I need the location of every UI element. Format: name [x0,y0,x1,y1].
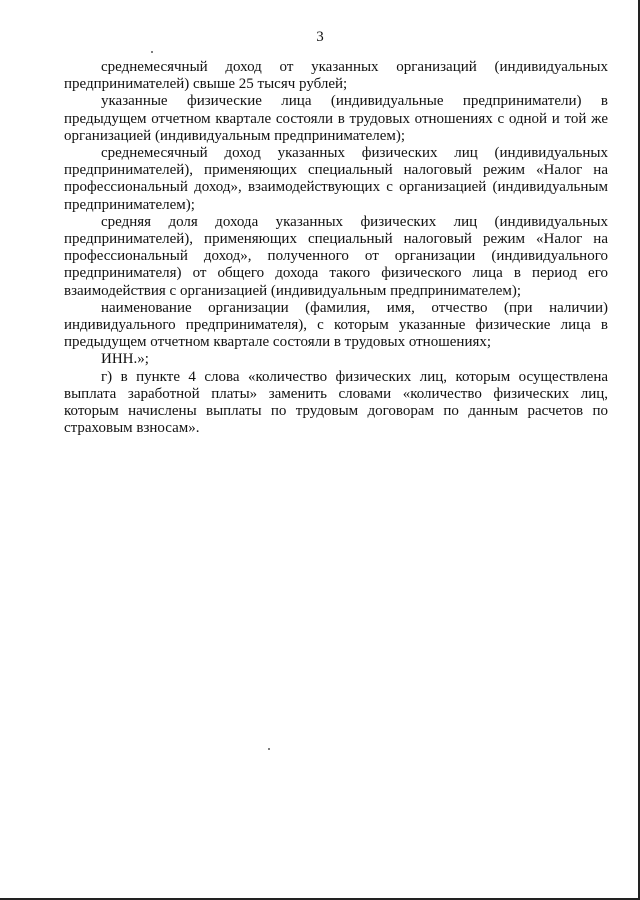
paragraph-inn: ИНН.»; [101,351,149,368]
scan-speck [151,51,153,53]
paragraph-self-employed-income: среднемесячный доход указанных физических лиц (индивидуальных предпринимателей), применяющих специальный налоговый режим «Налог на профессиональный доход», взаимодействующих с организацией (индивидуальным предпринимателем); [64,145,608,213]
paragraph-income-share: средняя доля дохода указанных физических лиц (индивидуальных предпринимателей), применяющих специальный налоговый режим «Налог на профессиональный доход», полученного от организации (индивидуального предпринимателя) от общего дохода такого физического лица в период его взаимодействия с организацией (индивидуальным предпринимателем); [64,213,608,299]
paragraph-labor-relations: указанные физические лица (индивидуальные предприниматели) в предыдущем отчетном квартале состояли в трудовых отношениях с одной и той же организацией (индивидуальным предпринимателем); [64,93,608,144]
scan-speck [268,748,270,750]
paragraph-average-monthly-income: среднемесячный доход от указанных организаций (индивидуальных предпринимателей) свыше 25 тысяч рублей; [64,59,608,93]
paragraph-item-g: г) в пункте 4 слова «количество физических лиц, которым осуществлена выплата заработной платы» заменить словами «количество физических лиц, которым начислены выплаты по трудовым договорам по данным расчетов по страховым взносам». [64,368,608,437]
page-number: 3 [316,29,324,45]
document-body [64,59,608,437]
paragraph-organization-name: наименование организации (фамилия, имя, отчество (при наличии) индивидуального предпринимателя), с которым указанные физические лица в предыдущем отчетном квартале состояли в трудовых отношениях; [64,299,608,351]
